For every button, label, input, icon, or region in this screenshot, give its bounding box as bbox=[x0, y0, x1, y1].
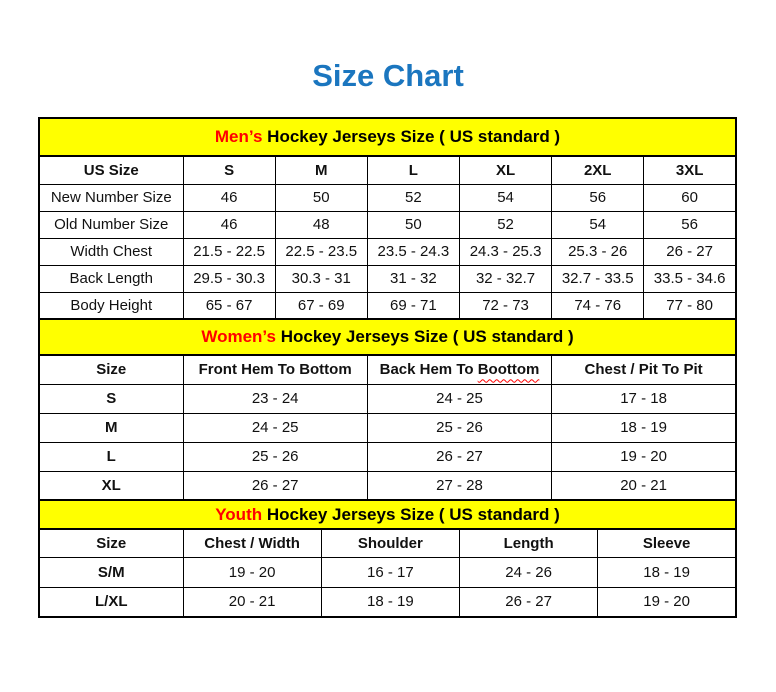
mens-data-cell: 60 bbox=[644, 184, 736, 211]
womens-row-label: XL bbox=[39, 471, 183, 500]
youth-band-highlight: Youth bbox=[215, 505, 263, 524]
mens-row-label: Width Chest bbox=[39, 238, 183, 265]
size-chart-container bbox=[38, 117, 737, 618]
youth-col-header-2: Shoulder bbox=[321, 529, 459, 557]
mens-data-cell: 24.3 - 25.3 bbox=[459, 238, 551, 265]
youth-row-label: L/XL bbox=[39, 587, 183, 617]
womens-data-cell: 25 - 26 bbox=[367, 413, 551, 442]
mens-row bbox=[39, 292, 736, 319]
womens-row-label: L bbox=[39, 442, 183, 471]
youth-section-band bbox=[38, 499, 737, 530]
mens-row bbox=[39, 238, 736, 265]
womens-band-title: Hockey Jerseys Size ( US standard ) bbox=[280, 327, 574, 346]
youth-row-label: S/M bbox=[39, 557, 183, 587]
youth-row bbox=[39, 587, 736, 617]
mens-data-cell: 50 bbox=[367, 211, 459, 238]
mens-data-cell: 72 - 73 bbox=[459, 292, 551, 319]
womens-data-cell: 23 - 24 bbox=[183, 384, 367, 413]
mens-header-row bbox=[39, 156, 736, 184]
mens-data-cell: 65 - 67 bbox=[183, 292, 275, 319]
mens-data-cell: 69 - 71 bbox=[367, 292, 459, 319]
mens-data-cell: 54 bbox=[459, 184, 551, 211]
womens-data-cell: 26 - 27 bbox=[367, 442, 551, 471]
youth-data-cell: 19 - 20 bbox=[598, 587, 736, 617]
mens-section-band bbox=[38, 117, 737, 157]
womens-band-highlight: Women’s bbox=[201, 327, 276, 346]
womens-data-cell: 24 - 25 bbox=[183, 413, 367, 442]
womens-size-table bbox=[38, 354, 737, 501]
womens-data-cell: 17 - 18 bbox=[552, 384, 736, 413]
womens-col-header-3: Chest / Pit To Pit bbox=[552, 355, 736, 384]
mens-data-cell: 67 - 69 bbox=[275, 292, 367, 319]
youth-size-table bbox=[38, 528, 737, 618]
womens-row-label: S bbox=[39, 384, 183, 413]
mens-data-cell: 54 bbox=[552, 211, 644, 238]
youth-data-cell: 16 - 17 bbox=[321, 557, 459, 587]
youth-col-header-0: Size bbox=[39, 529, 183, 557]
youth-data-cell: 24 - 26 bbox=[460, 557, 598, 587]
mens-col-header-4: XL bbox=[459, 156, 551, 184]
mens-data-cell: 56 bbox=[552, 184, 644, 211]
womens-data-cell: 18 - 19 bbox=[552, 413, 736, 442]
womens-row bbox=[39, 384, 736, 413]
youth-col-header-4: Sleeve bbox=[598, 529, 736, 557]
mens-band-highlight: Men’s bbox=[214, 127, 263, 146]
mens-data-cell: 77 - 80 bbox=[644, 292, 736, 319]
mens-data-cell: 50 bbox=[275, 184, 367, 211]
mens-data-cell: 32.7 - 33.5 bbox=[552, 265, 644, 292]
womens-row bbox=[39, 471, 736, 500]
youth-row bbox=[39, 557, 736, 587]
youth-col-header-3: Length bbox=[460, 529, 598, 557]
womens-section-band bbox=[38, 318, 737, 356]
mens-data-cell: 26 - 27 bbox=[644, 238, 736, 265]
mens-row-label: Body Height bbox=[39, 292, 183, 319]
womens-row bbox=[39, 442, 736, 471]
womens-data-cell: 20 - 21 bbox=[552, 471, 736, 500]
mens-data-cell: 48 bbox=[275, 211, 367, 238]
youth-data-cell: 20 - 21 bbox=[183, 587, 321, 617]
mens-data-cell: 29.5 - 30.3 bbox=[183, 265, 275, 292]
mens-col-header-6: 3XL bbox=[644, 156, 736, 184]
youth-data-cell: 19 - 20 bbox=[183, 557, 321, 587]
mens-row bbox=[39, 184, 736, 211]
mens-row-label: New Number Size bbox=[39, 184, 183, 211]
mens-data-cell: 22.5 - 23.5 bbox=[275, 238, 367, 265]
mens-data-cell: 46 bbox=[183, 211, 275, 238]
womens-data-cell: 27 - 28 bbox=[367, 471, 551, 500]
womens-data-cell: 25 - 26 bbox=[183, 442, 367, 471]
mens-row-label: Back Length bbox=[39, 265, 183, 292]
mens-data-cell: 46 bbox=[183, 184, 275, 211]
youth-data-cell: 18 - 19 bbox=[598, 557, 736, 587]
youth-data-cell: 18 - 19 bbox=[321, 587, 459, 617]
mens-data-cell: 23.5 - 24.3 bbox=[367, 238, 459, 265]
mens-data-cell: 56 bbox=[644, 211, 736, 238]
mens-col-header-5: 2XL bbox=[552, 156, 644, 184]
womens-header-row bbox=[39, 355, 736, 384]
mens-band-title: Hockey Jerseys Size ( US standard ) bbox=[267, 127, 561, 146]
mens-col-header-1: S bbox=[183, 156, 275, 184]
mens-col-header-3: L bbox=[367, 156, 459, 184]
womens-row-label: M bbox=[39, 413, 183, 442]
mens-data-cell: 33.5 - 34.6 bbox=[644, 265, 736, 292]
youth-band-title: Hockey Jerseys Size ( US standard ) bbox=[266, 505, 560, 524]
page-title: Size Chart bbox=[312, 58, 464, 93]
mens-data-cell: 30.3 - 31 bbox=[275, 265, 367, 292]
youth-col-header-1: Chest / Width bbox=[183, 529, 321, 557]
womens-data-cell: 26 - 27 bbox=[183, 471, 367, 500]
mens-data-cell: 21.5 - 22.5 bbox=[183, 238, 275, 265]
youth-header-row bbox=[39, 529, 736, 557]
mens-data-cell: 25.3 - 26 bbox=[552, 238, 644, 265]
womens-col-header-0: Size bbox=[39, 355, 183, 384]
womens-row bbox=[39, 413, 736, 442]
mens-size-table bbox=[38, 155, 737, 320]
womens-data-cell: 19 - 20 bbox=[552, 442, 736, 471]
mens-col-header-0: US Size bbox=[39, 156, 183, 184]
womens-col-header-1: Front Hem To Bottom bbox=[183, 355, 367, 384]
mens-data-cell: 32 - 32.7 bbox=[459, 265, 551, 292]
mens-col-header-2: M bbox=[275, 156, 367, 184]
mens-data-cell: 52 bbox=[459, 211, 551, 238]
mens-data-cell: 74 - 76 bbox=[552, 292, 644, 319]
youth-data-cell: 26 - 27 bbox=[460, 587, 598, 617]
womens-col-header-2: Back Hem To Boottom bbox=[367, 355, 551, 384]
misspelled-word: Boottom bbox=[477, 361, 540, 379]
womens-data-cell: 24 - 25 bbox=[367, 384, 551, 413]
mens-data-cell: 52 bbox=[367, 184, 459, 211]
mens-data-cell: 31 - 32 bbox=[367, 265, 459, 292]
mens-row bbox=[39, 265, 736, 292]
mens-row bbox=[39, 211, 736, 238]
mens-row-label: Old Number Size bbox=[39, 211, 183, 238]
